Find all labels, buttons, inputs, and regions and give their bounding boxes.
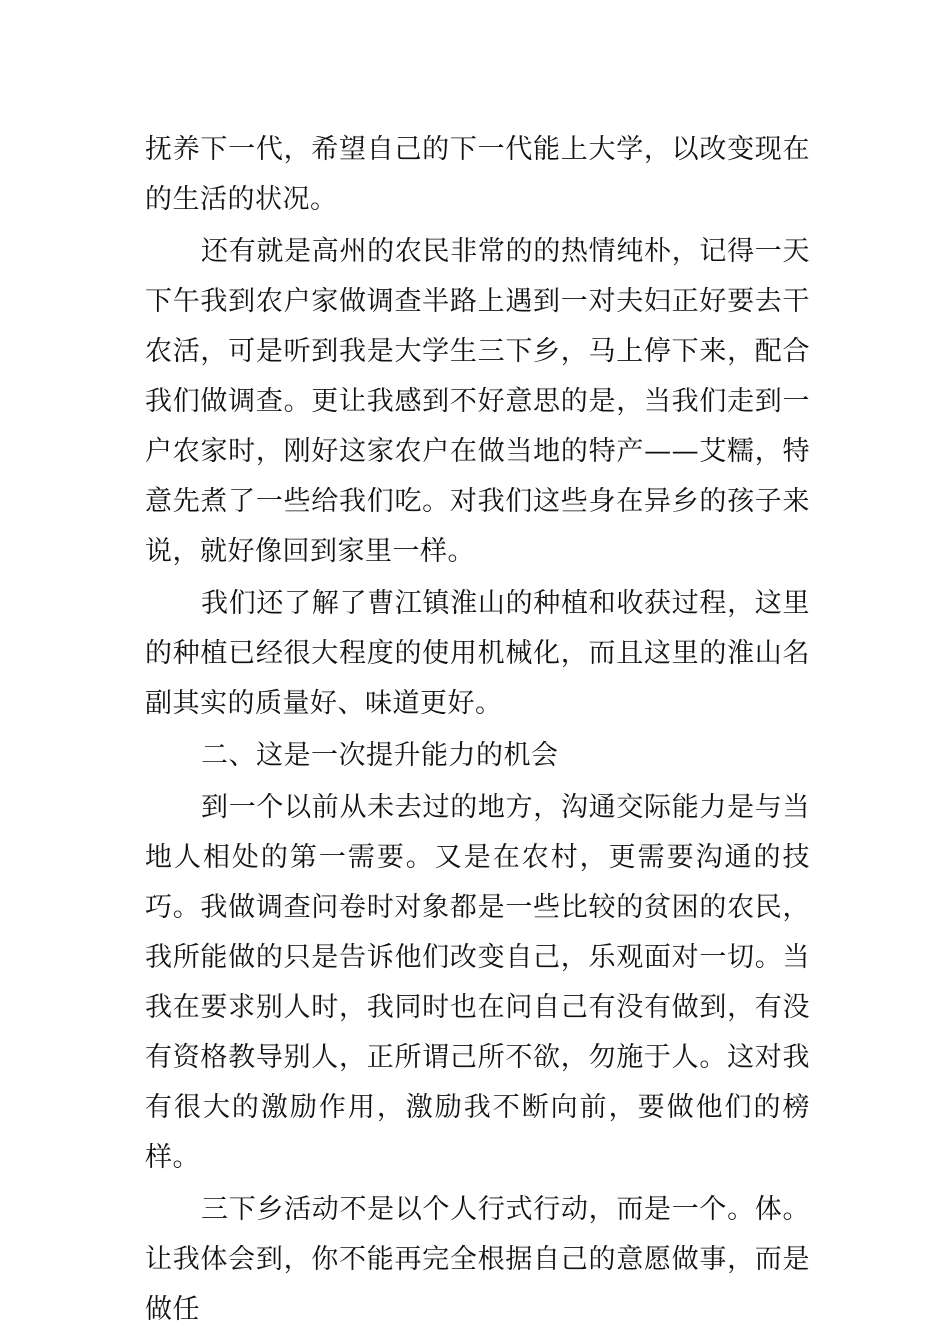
- paragraph-yam-planting: 我们还了解了曹江镇淮山的种植和收获过程，这里的种植已经很大程度的使用机械化，而且这里的淮山名副其实的质量好、味道更好。: [145, 588, 810, 719]
- paragraph-team-activity: 三下乡活动不是以个人行式行动，而是一个。体。让我体会到，你不能再完全根据自己的意愿做事，而是做任: [145, 1194, 810, 1325]
- paragraph-continuation: 抚养下一代，希望自己的下一代能上大学，以改变现在的生活的状况。: [145, 134, 810, 215]
- section-heading: 二、这是一次提升能力的机会: [201, 740, 559, 771]
- document-body: [145, 125, 810, 1335]
- paragraph-farmers-hospitality: 还有就是高州的农民非常的的热情纯朴，记得一天下午我到农户家做调查半路上遇到一对夫妇正好要去干农活，可是听到我是大学生三下乡，马上停下来，配合我们做调查。更让我感到不好意思的是，当我们走到一户农家时，刚好这家农户在做当地的特产——艾糯，特意先煮了一些给我们吃。对我们这些身在异乡的孩子来说，就好像回到家里一样。: [145, 236, 810, 567]
- paragraph-communication-skills: 到一个以前从未去过的地方，沟通交际能力是与当地人相处的第一需要。又是在农村，更需要沟通的技巧。我做调查问卷时对象都是一些比较的贫困的农民，我所能做的只是告诉他们改变自己，乐观面对一切。当我在要求别人时，我同时也在问自己有没有做到，有没有资格教导别人，正所谓己所不欲，勿施于人。这对我有很大的激励作用，激励我不断向前，要做他们的榜样。: [145, 792, 810, 1173]
